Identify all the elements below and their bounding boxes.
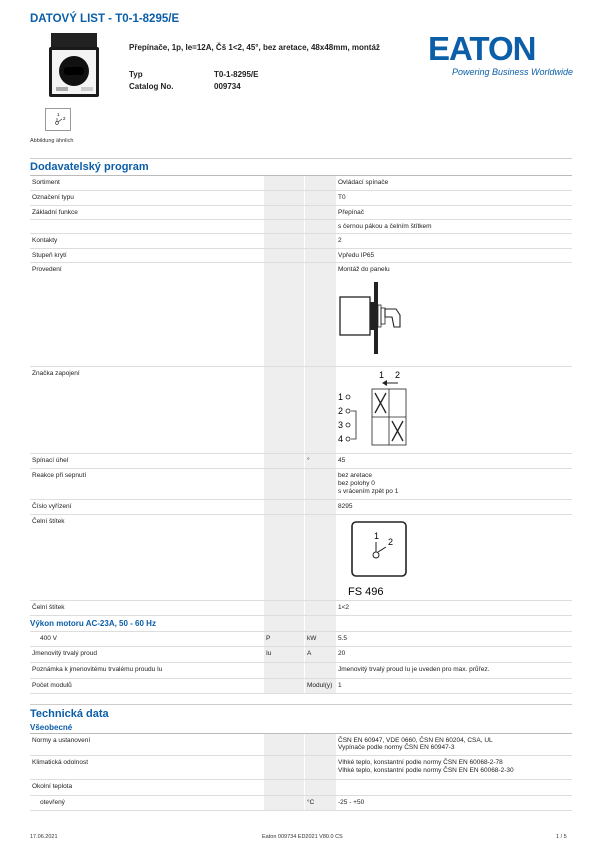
row-label: Čelní štítek bbox=[32, 518, 65, 525]
row-value: T0 bbox=[338, 194, 346, 201]
svg-text:1: 1 bbox=[57, 112, 60, 117]
plate-caption: FS 496 bbox=[348, 586, 384, 598]
row-label: Označení typu bbox=[32, 194, 74, 201]
page-title: DATOVÝ LIST - T0-1-8295/E bbox=[30, 13, 180, 25]
row-value: 45 bbox=[338, 457, 346, 464]
plate-position-2: 2 bbox=[388, 537, 394, 547]
terminal-4: 4 bbox=[338, 434, 344, 444]
connection-diagram bbox=[336, 367, 416, 453]
row-unit: A bbox=[307, 650, 312, 657]
row-label: Okolní teplota bbox=[32, 783, 73, 790]
row-value: 2 bbox=[338, 237, 342, 244]
diagram-position-2: 2 bbox=[395, 370, 401, 380]
row-label: Jmenovitý trvalý proud bbox=[32, 650, 98, 657]
table-row bbox=[30, 601, 572, 616]
terminal-1: 1 bbox=[338, 392, 344, 402]
row-label: Reakce při sepnutí bbox=[32, 472, 87, 479]
row-label: 400 V bbox=[40, 635, 57, 642]
table-row bbox=[30, 663, 572, 679]
brand-tagline: Powering Business Worldwide bbox=[452, 67, 574, 77]
table-row bbox=[30, 263, 572, 367]
footer-page-number: 1 / 5 bbox=[556, 834, 567, 840]
table-row bbox=[30, 176, 572, 191]
subsection-title-motor: Výkon motoru AC-23A, 50 - 60 Hz bbox=[30, 619, 156, 628]
section-title-technical: Technická data bbox=[30, 708, 109, 720]
section-title-program: Dodavatelský program bbox=[30, 161, 149, 173]
eaton-logo bbox=[428, 30, 538, 66]
row-value: s černou pákou a čelním štítkem bbox=[338, 223, 432, 230]
table-row bbox=[30, 647, 572, 663]
table-row bbox=[30, 632, 572, 647]
typ-value: T0-1-8295/E bbox=[214, 70, 259, 79]
table-row bbox=[30, 454, 572, 469]
section-divider bbox=[30, 704, 572, 705]
row-label: Číslo vyřízení bbox=[32, 503, 72, 510]
subsection-title-general: Všeobecné bbox=[30, 723, 73, 732]
front-plate-drawing bbox=[348, 521, 410, 599]
table-row bbox=[30, 796, 572, 811]
row-value: ČSN EN 60947, VDE 0660, ČSN EN 60204, CSA, UL bbox=[338, 737, 493, 744]
row-label: otevřený bbox=[40, 799, 65, 806]
product-photo bbox=[47, 31, 101, 103]
table-row bbox=[30, 734, 572, 756]
table-row bbox=[30, 249, 572, 263]
row-unit: ° bbox=[307, 457, 310, 464]
row-label: Značka zapojení bbox=[32, 370, 80, 377]
row-value: 5.5 bbox=[338, 635, 348, 642]
mounting-drawing bbox=[338, 281, 418, 357]
table-row bbox=[30, 500, 572, 515]
catalog-value: 009734 bbox=[214, 82, 241, 91]
svg-text:2: 2 bbox=[63, 116, 66, 121]
row-value: Vlhké teplo, konstantní podle normy ČSN EN EN 60068-2-30 bbox=[338, 767, 514, 774]
table-row bbox=[30, 679, 572, 694]
row-value: 1 bbox=[338, 682, 342, 689]
row-label: Stupeň krytí bbox=[32, 252, 67, 259]
row-label: Základní funkce bbox=[32, 209, 78, 216]
row-value: Vlhké teplo, konstantní podle normy ČSN EN 60068-2-78 bbox=[338, 759, 503, 766]
table-row bbox=[30, 780, 572, 796]
row-value: Přepínač bbox=[338, 209, 365, 216]
row-label: Sortiment bbox=[32, 179, 60, 186]
table-row bbox=[30, 191, 572, 206]
terminal-2: 2 bbox=[338, 406, 344, 416]
footer-document-id: Eaton 009734 ED2021 V80.0 CS bbox=[262, 834, 343, 840]
diagram-position-1: 1 bbox=[379, 370, 385, 380]
svg-text:EATON: EATON bbox=[428, 30, 536, 66]
row-value: Montáž do panelu bbox=[338, 266, 390, 273]
row-label: Klimatická odolnost bbox=[32, 759, 88, 766]
row-label: Provedení bbox=[32, 266, 62, 273]
row-value: 8295 bbox=[338, 503, 353, 510]
row-symbol: P bbox=[266, 635, 271, 642]
plate-position-1: 1 bbox=[374, 531, 380, 541]
terminal-3: 3 bbox=[338, 420, 344, 430]
row-label: Spínací úhel bbox=[32, 457, 69, 464]
row-value: bez polohy 0 bbox=[338, 480, 375, 487]
row-label: Čelní štítek bbox=[32, 604, 65, 611]
row-value: Jmenovitý trvalý proud Iu je uveden pro max. průřez. bbox=[338, 666, 490, 673]
typ-label: Typ bbox=[129, 70, 143, 79]
row-label: Poznámka k jmenovitému trvalému proudu Iu bbox=[32, 666, 163, 673]
row-value: Vpředu IP65 bbox=[338, 252, 375, 259]
row-label: Počet modulů bbox=[32, 682, 72, 689]
row-label: Kontakty bbox=[32, 237, 58, 244]
row-value: Ovládací spínače bbox=[338, 179, 389, 186]
front-plate-thumbnail bbox=[45, 108, 71, 131]
row-unit: kW bbox=[307, 635, 317, 642]
row-value: s vrácením zpět po 1 bbox=[338, 488, 399, 495]
table-row bbox=[30, 469, 572, 500]
catalog-label: Catalog No. bbox=[129, 82, 174, 91]
row-value: -25 - +50 bbox=[338, 799, 365, 806]
table-row bbox=[30, 220, 572, 234]
footer-date: 17.06.2021 bbox=[30, 834, 58, 840]
table-row bbox=[30, 756, 572, 780]
table-row bbox=[30, 234, 572, 249]
table-row bbox=[30, 616, 572, 632]
table-row bbox=[30, 367, 572, 454]
product-description: Přepínače, 1p, Ie=12A, Čš 1<2, 45°, bez aretace, 48x48mm, montáž bbox=[129, 43, 380, 52]
section-divider bbox=[30, 158, 572, 159]
row-unit: °C bbox=[307, 799, 315, 806]
row-label: Normy a ustanovení bbox=[32, 737, 91, 744]
image-caption: Abbildung ähnlich bbox=[30, 138, 74, 144]
row-unit: Modul(y) bbox=[307, 682, 333, 689]
row-symbol: Iu bbox=[266, 650, 272, 657]
table-row bbox=[30, 515, 572, 601]
row-value: 1<2 bbox=[338, 604, 350, 611]
table-row bbox=[30, 206, 572, 220]
row-value: Vypínače podle normy ČSN EN 60947-3 bbox=[338, 744, 455, 751]
row-value: bez aretace bbox=[338, 472, 372, 479]
row-value: 20 bbox=[338, 650, 346, 657]
